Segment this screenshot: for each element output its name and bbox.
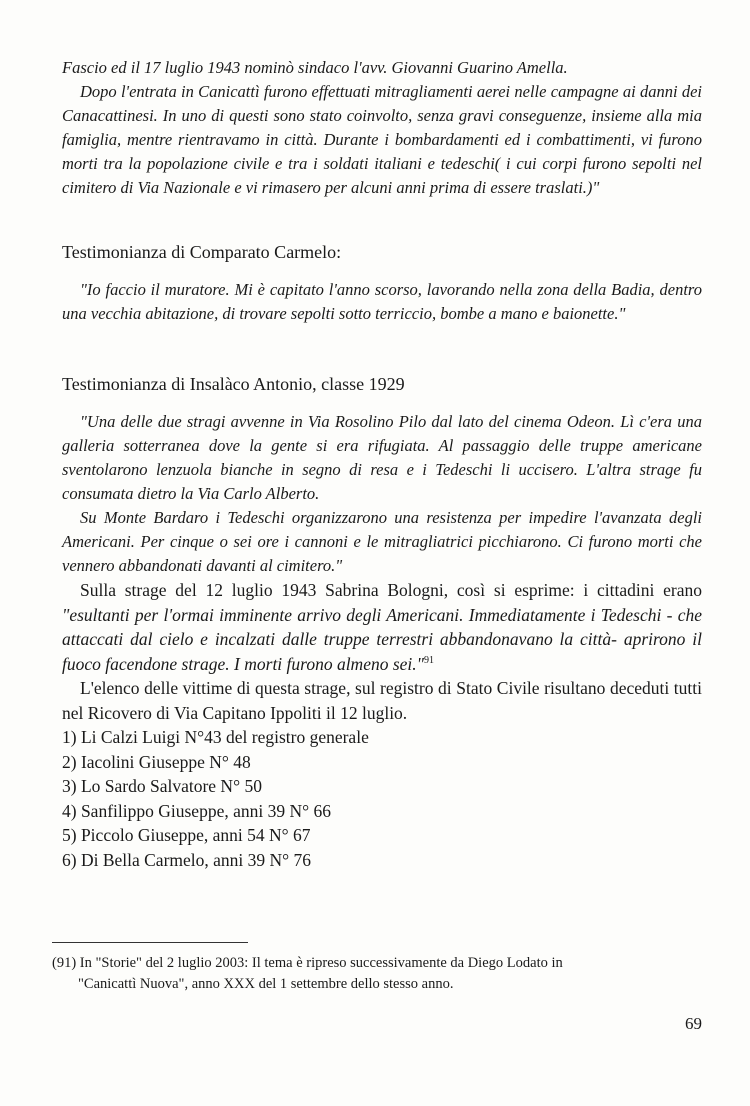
victims-list <box>62 725 702 872</box>
top-quote-line1: Fascio ed il 17 luglio 1943 nominò sindaco l'avv. Giovanni Guarino Amella. <box>62 58 568 77</box>
page-number: 69 <box>685 1014 702 1033</box>
list-item: 5) Piccolo Giuseppe, anni 54 N° 67 <box>62 825 311 845</box>
footnote-line1: (91) In "Storie" del 2 luglio 2003: Il tema è ripreso successivamente da Diego Lodato in <box>52 955 563 971</box>
paragraph-bologni <box>62 578 702 676</box>
section-heading-insalaco: Testimonianza di Insalàco Antonio, classe 1929 <box>62 374 405 394</box>
paragraph-bologni-quote: "esultanti per l'ormai imminente arrivo degli Americani. Immediatamente i Tedeschi - che attaccati dal cielo e incalzati dalle truppe terrestri abbandonavano la città- aprirono il fuoco facendone strage. I morti furono almeno sei." <box>62 604 702 674</box>
top-quote-paragraph: Dopo l'entrata in Canicattì furono effettuati mitragliamenti aerei nelle campagne ai danni dei Canacattinesi. In uno di questi sono stato coinvolto, senza gravi conseguenze, insieme alla mia famiglia, mentre rientravamo in città. Durante i bombardamenti ed i combattimenti, vi furono morti tra la popolazione civile e tra i soldati italiani e tedeschi( i cui corpi furono sepolti nel cimitero di Via Nazionale e vi rimasero per alcuni anni prima di essere traslati.)" <box>62 82 702 197</box>
paragraph-bologni-text: Sulla strage del 12 luglio 1943 Sabrina Bologni, così si esprime: i cittadini erano <box>80 580 702 600</box>
quote-comparato: "Io faccio il muratore. Mi è capitato l'anno scorso, lavorando nella zona della Badia, dentro una vecchia abitazione, di trovare sepolti sotto terriccio, bombe a mano e baionette." <box>62 280 702 323</box>
quote-insalaco-2: Su Monte Bardaro i Tedeschi organizzarono una resistenza per impedire l'avanzata degli Americani. Per cinque o sei ore i cannoni e le mitragliatrici picchiarono. Ci furono morti che vennero abbandonati davanti al cimitero." <box>62 508 702 575</box>
footnote-ref: 91 <box>424 654 434 666</box>
list-item: 1) Li Calzi Luigi N°43 del registro generale <box>62 727 369 747</box>
paragraph-elenco: L'elenco delle vittime di questa strage, sul registro di Stato Civile risultano deceduti tutti nel Ricovero di Via Capitano Ippoliti il 12 luglio. <box>62 678 702 723</box>
footnote <box>52 953 704 995</box>
section-heading-comparato: Testimonianza di Comparato Carmelo: <box>62 242 342 262</box>
list-item: 2) Iacolini Giuseppe N° 48 <box>62 751 251 772</box>
footnote-line2: "Canicattì Nuova", anno XXX del 1 settembre dello stesso anno. <box>78 976 454 992</box>
footnote-divider <box>52 942 248 943</box>
list-item: 6) Di Bella Carmelo, anni 39 N° 76 <box>62 849 312 870</box>
page-body <box>62 56 702 872</box>
list-item: 4) Sanfilippo Giuseppe, anni 39 N° 66 <box>62 800 331 821</box>
list-item: 3) Lo Sardo Salvatore N° 50 <box>62 776 262 796</box>
quote-insalaco-1: "Una delle due stragi avvenne in Via Rosolino Pilo dal lato del cinema Odeon. Lì c'era una galleria sotterranea dove la gente si era rifugiata. Al passaggio delle truppe americane sventolarono lenzuola bianche in segno di resa e i Tedeschi li uccisero. L'altra strage fu consumata dietro la Via Carlo Alberto. <box>62 412 702 503</box>
